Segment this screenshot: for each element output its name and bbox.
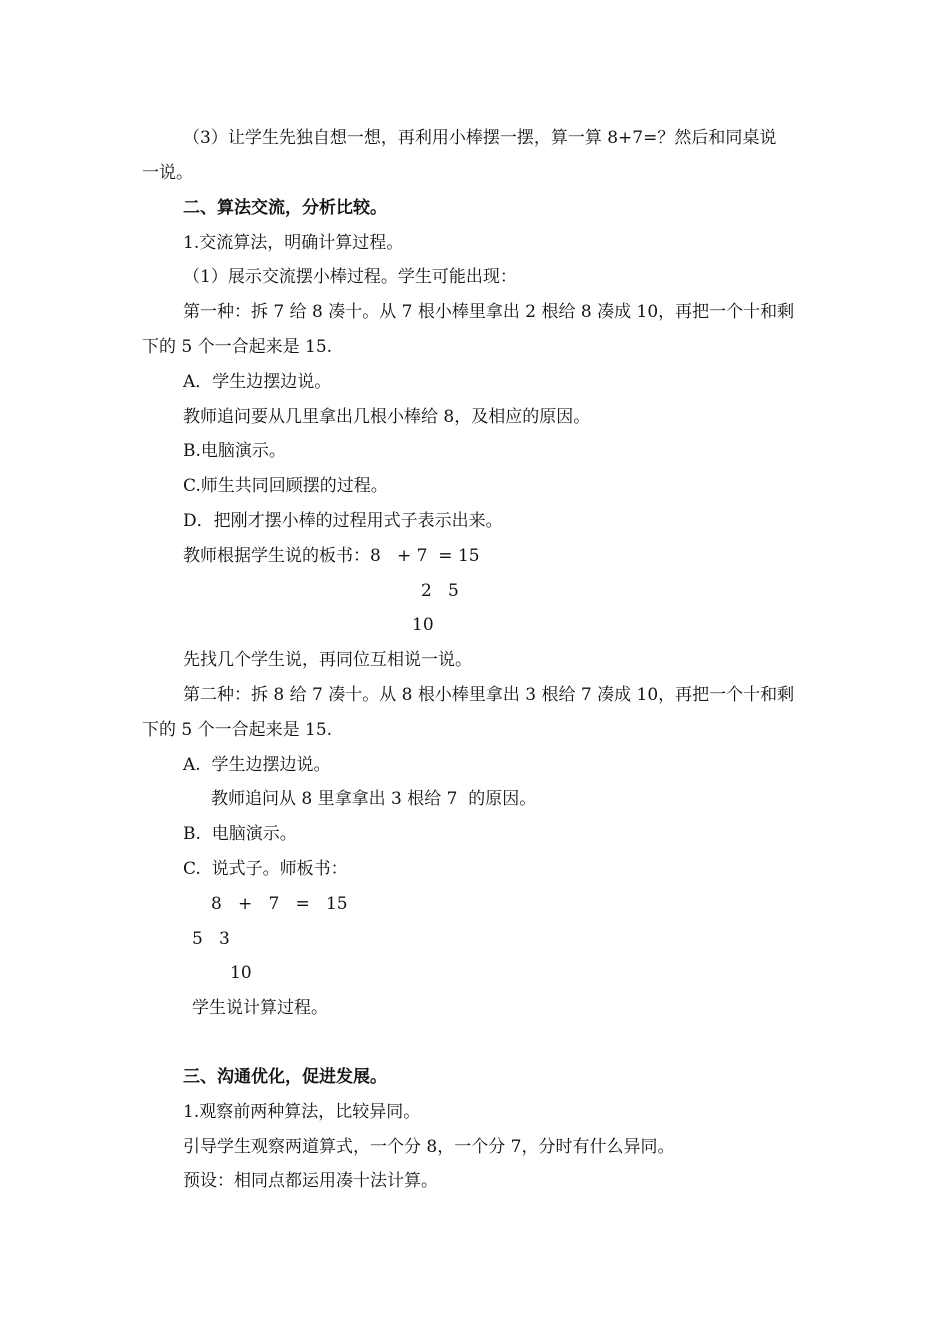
method-one-a: A．学生边摆边说。 bbox=[183, 372, 332, 392]
method-two-cont: 下的 5 个一合起来是 15. bbox=[142, 720, 333, 740]
method-one-cont: 下的 5 个一合起来是 15. bbox=[142, 337, 333, 357]
method-two-a: A. 学生边摆边说。 bbox=[183, 755, 331, 775]
method-two-b: B. 电脑演示。 bbox=[183, 824, 297, 844]
paragraph-step3-cont: 一说。 bbox=[142, 163, 193, 183]
method-two-c: C. 说式子。师板书： bbox=[183, 859, 348, 879]
students-explain: 学生说计算过程。 bbox=[192, 998, 328, 1018]
guide-observe: 引导学生观察两道算式，一个分 8，一个分 7，分时有什么异同。 bbox=[183, 1137, 675, 1157]
board-equation-one: 教师根据学生说的板书：8 + 7 = 15 bbox=[183, 546, 480, 566]
board-ten-one: 10 bbox=[412, 615, 434, 635]
board-equation-two: 8 + 7 = 15 bbox=[211, 894, 348, 914]
subheading-observe: 1.观察前两种算法，比较异同。 bbox=[183, 1102, 421, 1122]
subheading-exchange: 1.交流算法，明确计算过程。 bbox=[183, 233, 404, 253]
board-split-one: 2 5 bbox=[421, 581, 459, 601]
method-one-b: B.电脑演示。 bbox=[183, 441, 286, 461]
section-heading-2: 二、算法交流，分析比较。 bbox=[183, 198, 387, 218]
board-split-two: 5 3 bbox=[192, 929, 230, 949]
method-one-followup: 教师追问要从几里拿出几根小棒给 8，及相应的原因。 bbox=[183, 407, 591, 427]
item-show-process: （1）展示交流摆小棒过程。学生可能出现： bbox=[183, 267, 517, 287]
method-one-d: D．把刚才摆小棒的过程用式子表示出来。 bbox=[183, 511, 503, 531]
board-ten-two: 10 bbox=[230, 963, 252, 983]
method-two-followup: 教师追问从 8 里拿拿出 3 根给 7 的原因。 bbox=[211, 789, 537, 809]
section-heading-3: 三、沟通优化，促进发展。 bbox=[183, 1067, 387, 1087]
method-one-c: C.师生共同回顾摆的过程。 bbox=[183, 476, 388, 496]
students-discuss: 先找几个学生说，再同位互相说一说。 bbox=[183, 650, 472, 670]
paragraph-step3: （3）让学生先独自想一想，再利用小棒摆一摆，算一算 8+7=？然后和同桌说 bbox=[183, 128, 777, 148]
method-one: 第一种：拆 7 给 8 凑十。从 7 根小棒里拿出 2 根给 8 凑成 10，再把一个十和剩 bbox=[183, 302, 795, 322]
preset-answer: 预设：相同点都运用凑十法计算。 bbox=[183, 1171, 438, 1191]
method-two: 第二种：拆 8 给 7 凑十。从 8 根小棒里拿出 3 根给 7 凑成 10，再把一个十和剩 bbox=[183, 685, 795, 705]
